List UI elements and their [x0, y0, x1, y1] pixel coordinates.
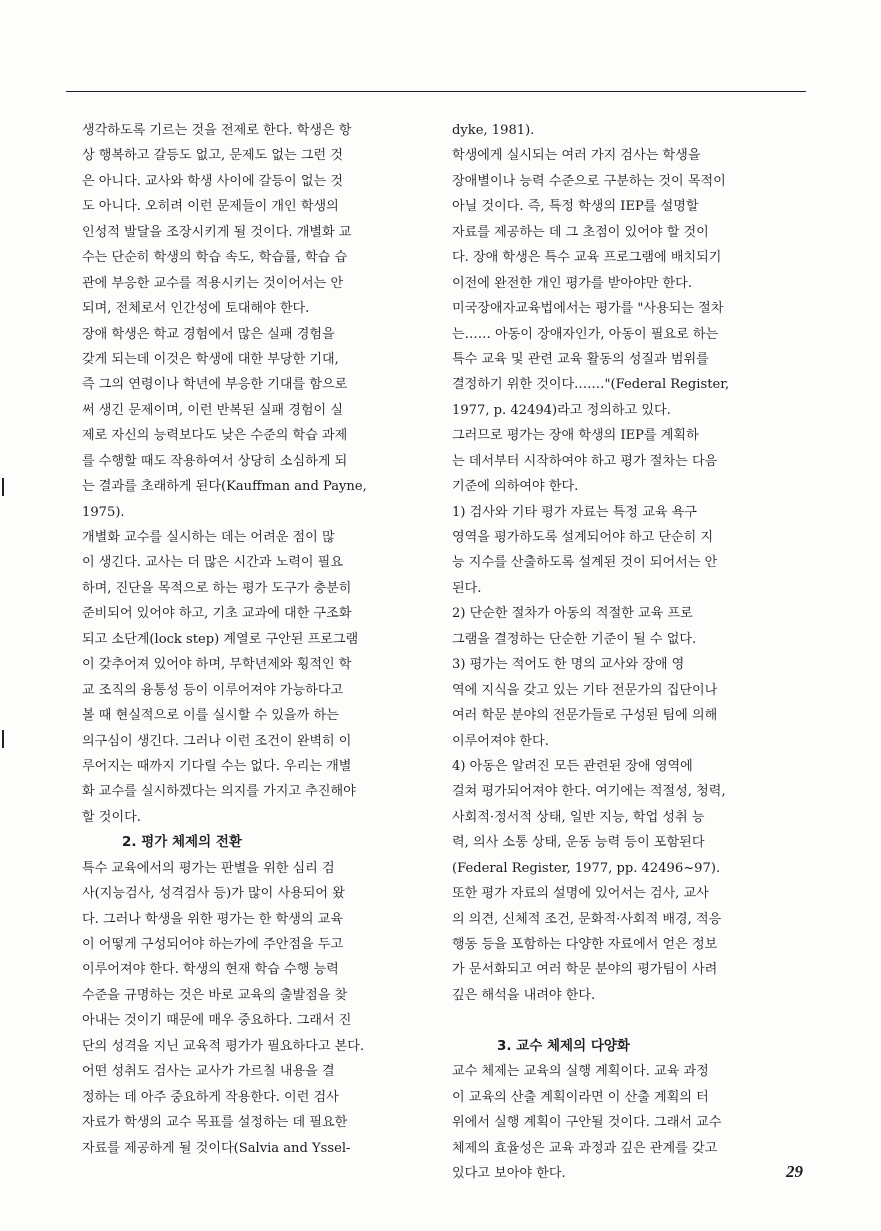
right-column: [452, 118, 807, 1186]
page-number: 29: [786, 1162, 803, 1181]
text-line: 써 생긴 문제이며, 이런 반복된 실패 경험이 실: [82, 402, 343, 418]
text-line: 1975).: [82, 504, 125, 520]
text-line: 영역을 평가하도록 설계되어야 하고 단순히 지: [452, 530, 714, 545]
text-line: 어떤 성취도 검사는 교사가 가르칠 내용을 결: [82, 1064, 335, 1080]
text-line: 또한 평가 자료의 설명에 있어서는 검사, 교사: [452, 886, 709, 902]
text-line: 자료가 학생의 교수 목표를 설정하는 데 필요한: [82, 1115, 348, 1131]
text-line: 능 지수를 산출하도록 설계된 것이 되어서는 안: [452, 555, 718, 571]
text-line: 하며, 진단을 목적으로 하는 평가 도구가 충분히: [82, 580, 352, 596]
text-line: 이루어져야 한다. 학생의 현재 학습 수행 능력: [82, 962, 339, 978]
header-rule: [66, 91, 806, 92]
text-line: 장애별이나 능력 수준으로 구분하는 것이 목적이: [452, 173, 726, 189]
text-line: 인성적 발달을 조장시키게 될 것이다. 개별화 교: [82, 224, 352, 240]
text-line: 이 어떻게 구성되어야 하는가에 주안점을 두고: [82, 937, 344, 952]
text-line: 준비되어 있어야 하고, 기초 교과에 대한 구조화: [82, 606, 352, 622]
text-line: 특수 교육에서의 평가는 판별을 위한 심리 검: [82, 860, 335, 876]
text-line: 볼 때 현실적으로 이를 실시할 수 있을까 하는: [82, 708, 339, 724]
text-line: 되고 소단계(lock step) 계열로 구안된 프로그램: [82, 631, 359, 647]
text-line: 다. 그러나 학생을 위한 평가는 한 학생의 교육: [82, 911, 343, 927]
text-line: 정하는 데 아주 중요하게 작용한다. 이런 검사: [82, 1089, 339, 1105]
text-line: 4) 아동은 알려진 모든 관련된 장애 영역에: [452, 758, 693, 774]
text-line: 그러므로 평가는 장애 학생의 IEP를 계획하: [452, 428, 699, 444]
text-line: 이 교육의 산출 계획이라면 이 산출 계획의 터: [452, 1089, 709, 1105]
text-line: 할 것이다.: [82, 809, 141, 825]
text-line: 아닐 것이다. 즉, 특정 학생의 IEP를 설명할: [452, 199, 699, 215]
text-line: 역에 지식을 갖고 있는 기타 전문가의 집단이나: [452, 682, 718, 698]
left-column: [82, 118, 437, 1161]
text-line: 교 조직의 융통성 등이 이루어져야 가능하다고: [82, 682, 344, 698]
text-line: 여러 학문 분야의 전문가들로 구성된 팀에 의해: [452, 708, 718, 724]
text-line: 사회적·정서적 상태, 일반 지능, 학업 성취 능: [452, 809, 705, 825]
text-line: 즉 그의 연령이나 학년에 부응한 기대를 함으로: [82, 377, 348, 393]
text-line: 수준을 규명하는 것은 바로 교육의 출발점을 찾: [82, 987, 348, 1003]
text-line: 아내는 것이기 때문에 매우 중요하다. 그래서 진: [82, 1013, 352, 1029]
text-line: 가 문서화되고 여러 학문 분야의 평가팀이 사려: [452, 962, 718, 978]
text-line: 결정하기 위한 것이다.……"(Federal Register,: [452, 377, 730, 393]
text-line: 단의 성격을 지닌 교육적 평가가 필요하다고 본다.: [82, 1038, 365, 1054]
text-line: 그램을 결정하는 단순한 기준이 될 수 없다.: [452, 631, 697, 647]
text-line: 1) 검사와 기타 평가 자료는 특정 교육 욕구: [452, 504, 697, 520]
text-line: 화 교수를 실시하겠다는 의지를 가지고 추진해야: [82, 784, 356, 800]
text-line: (Federal Register, 1977, pp. 42496~97).: [452, 860, 721, 876]
text-line: 는…… 아동이 장애자인가, 아동이 필요로 하는: [452, 326, 719, 342]
text-line: 행동 등을 포함하는 다양한 자료에서 얻은 정보: [452, 937, 718, 952]
text-line: 된다.: [452, 580, 482, 596]
text-line: 위에서 실행 계획이 구안될 것이다. 그래서 교수: [452, 1115, 722, 1131]
text-line: 3) 평가는 적어도 한 명의 교사와 장애 영: [452, 657, 685, 673]
text-line: 의 의견, 신체적 조건, 문화적·사회적 배경, 적응: [452, 911, 722, 927]
text-line: 은 아니다. 교사와 학생 사이에 갈등이 없는 것: [82, 173, 343, 189]
text-line: 는 결과를 초래하게 된다(Kauffman and Payne,: [82, 479, 367, 495]
text-line: 학생에게 실시되는 여러 가지 검사는 학생을: [452, 148, 701, 164]
text-line: 이 갖추어져 있어야 하며, 무학년제와 횡적인 학: [82, 657, 352, 673]
text-line: 관에 부응한 교수를 적용시키는 것이어서는 안: [82, 275, 344, 291]
text-line: 깊은 해석을 내려야 한다.: [452, 987, 596, 1003]
text-line: 수는 단순히 학생의 학습 속도, 학습률, 학습 습: [82, 250, 348, 266]
text-line: 체제의 효율성은 교육 과정과 깊은 관계를 갖고: [452, 1140, 718, 1156]
text-line: 제로 자신의 능력보다도 낮은 수준의 학습 과제: [82, 428, 348, 444]
text-line: 생각하도록 기르는 것을 전제로 한다. 학생은 항: [82, 123, 352, 138]
text-line: 도 아니다. 오히려 이런 문제들이 개인 학생의: [82, 199, 339, 215]
text-line: 이루어져야 한다.: [452, 733, 549, 749]
text-line: 특수 교육 및 관련 교육 활동의 성질과 범위를: [452, 351, 709, 367]
text-line: 되며, 전체로서 인간성에 토대해야 한다.: [82, 301, 310, 317]
margin-mark: [2, 478, 4, 496]
text-line: 의구심이 생긴다. 그러나 이런 조건이 완벽히 이: [82, 733, 352, 749]
text-line: 걸쳐 평가되어져야 한다. 여기에는 적절성, 청력,: [452, 784, 726, 800]
text-line: 미국장애자교육법에서는 평가를 "사용되는 절차: [452, 301, 724, 317]
section-heading: 3. 교수 체제의 다양화: [497, 1037, 630, 1054]
text-line: 력, 의사 소통 상태, 운동 능력 등이 포함된다: [452, 835, 705, 851]
text-line: 2) 단순한 절차가 아동의 적절한 교육 프로: [452, 606, 693, 622]
text-line: 는 데서부터 시작하여야 하고 평가 절차는 다음: [452, 453, 718, 469]
text-line: 자료를 제공하는 데 그 초점이 있어야 할 것이: [452, 224, 709, 240]
text-line: 사(지능검사, 성격검사 등)가 많이 사용되어 왔: [82, 886, 345, 902]
text-line: [452, 1008, 807, 1033]
text-line: 1977, p. 42494)라고 정의하고 있다.: [452, 402, 671, 418]
text-line: 루어지는 때까지 기다릴 수는 없다. 우리는 개별: [82, 758, 352, 774]
text-line: 상 행복하고 갈등도 없고, 문제도 없는 그런 것: [82, 148, 343, 164]
margin-mark: [2, 730, 4, 748]
text-line: 다. 장애 학생은 특수 교육 프로그램에 배치되기: [452, 250, 722, 266]
text-line: 자료를 제공하게 될 것이다(Salvia and Yssel-: [82, 1140, 351, 1156]
text-line: 기준에 의하여야 한다.: [452, 479, 579, 495]
text-line: 교수 체제는 교육의 실행 계획이다. 교육 과정: [452, 1064, 709, 1080]
text-line: 개별화 교수를 실시하는 데는 어려운 점이 많: [82, 530, 335, 545]
text-line: 장애 학생은 학교 경험에서 많은 실패 경험을: [82, 326, 335, 342]
section-heading: 2. 평가 체제의 전환: [122, 834, 242, 851]
text-line: 갖게 되는데 이것은 학생에 대한 부당한 기대,: [82, 351, 339, 367]
text-line: 이 생긴다. 교사는 더 많은 시간과 노력이 필요: [82, 555, 343, 571]
text-line: dyke, 1981).: [452, 123, 535, 138]
text-line: 있다고 보아야 한다.: [452, 1165, 566, 1181]
text-line: 이전에 완전한 개인 평가를 받아야만 한다.: [452, 275, 692, 291]
text-line: 를 수행할 때도 작용하여서 상당히 소심하게 되: [82, 453, 348, 469]
